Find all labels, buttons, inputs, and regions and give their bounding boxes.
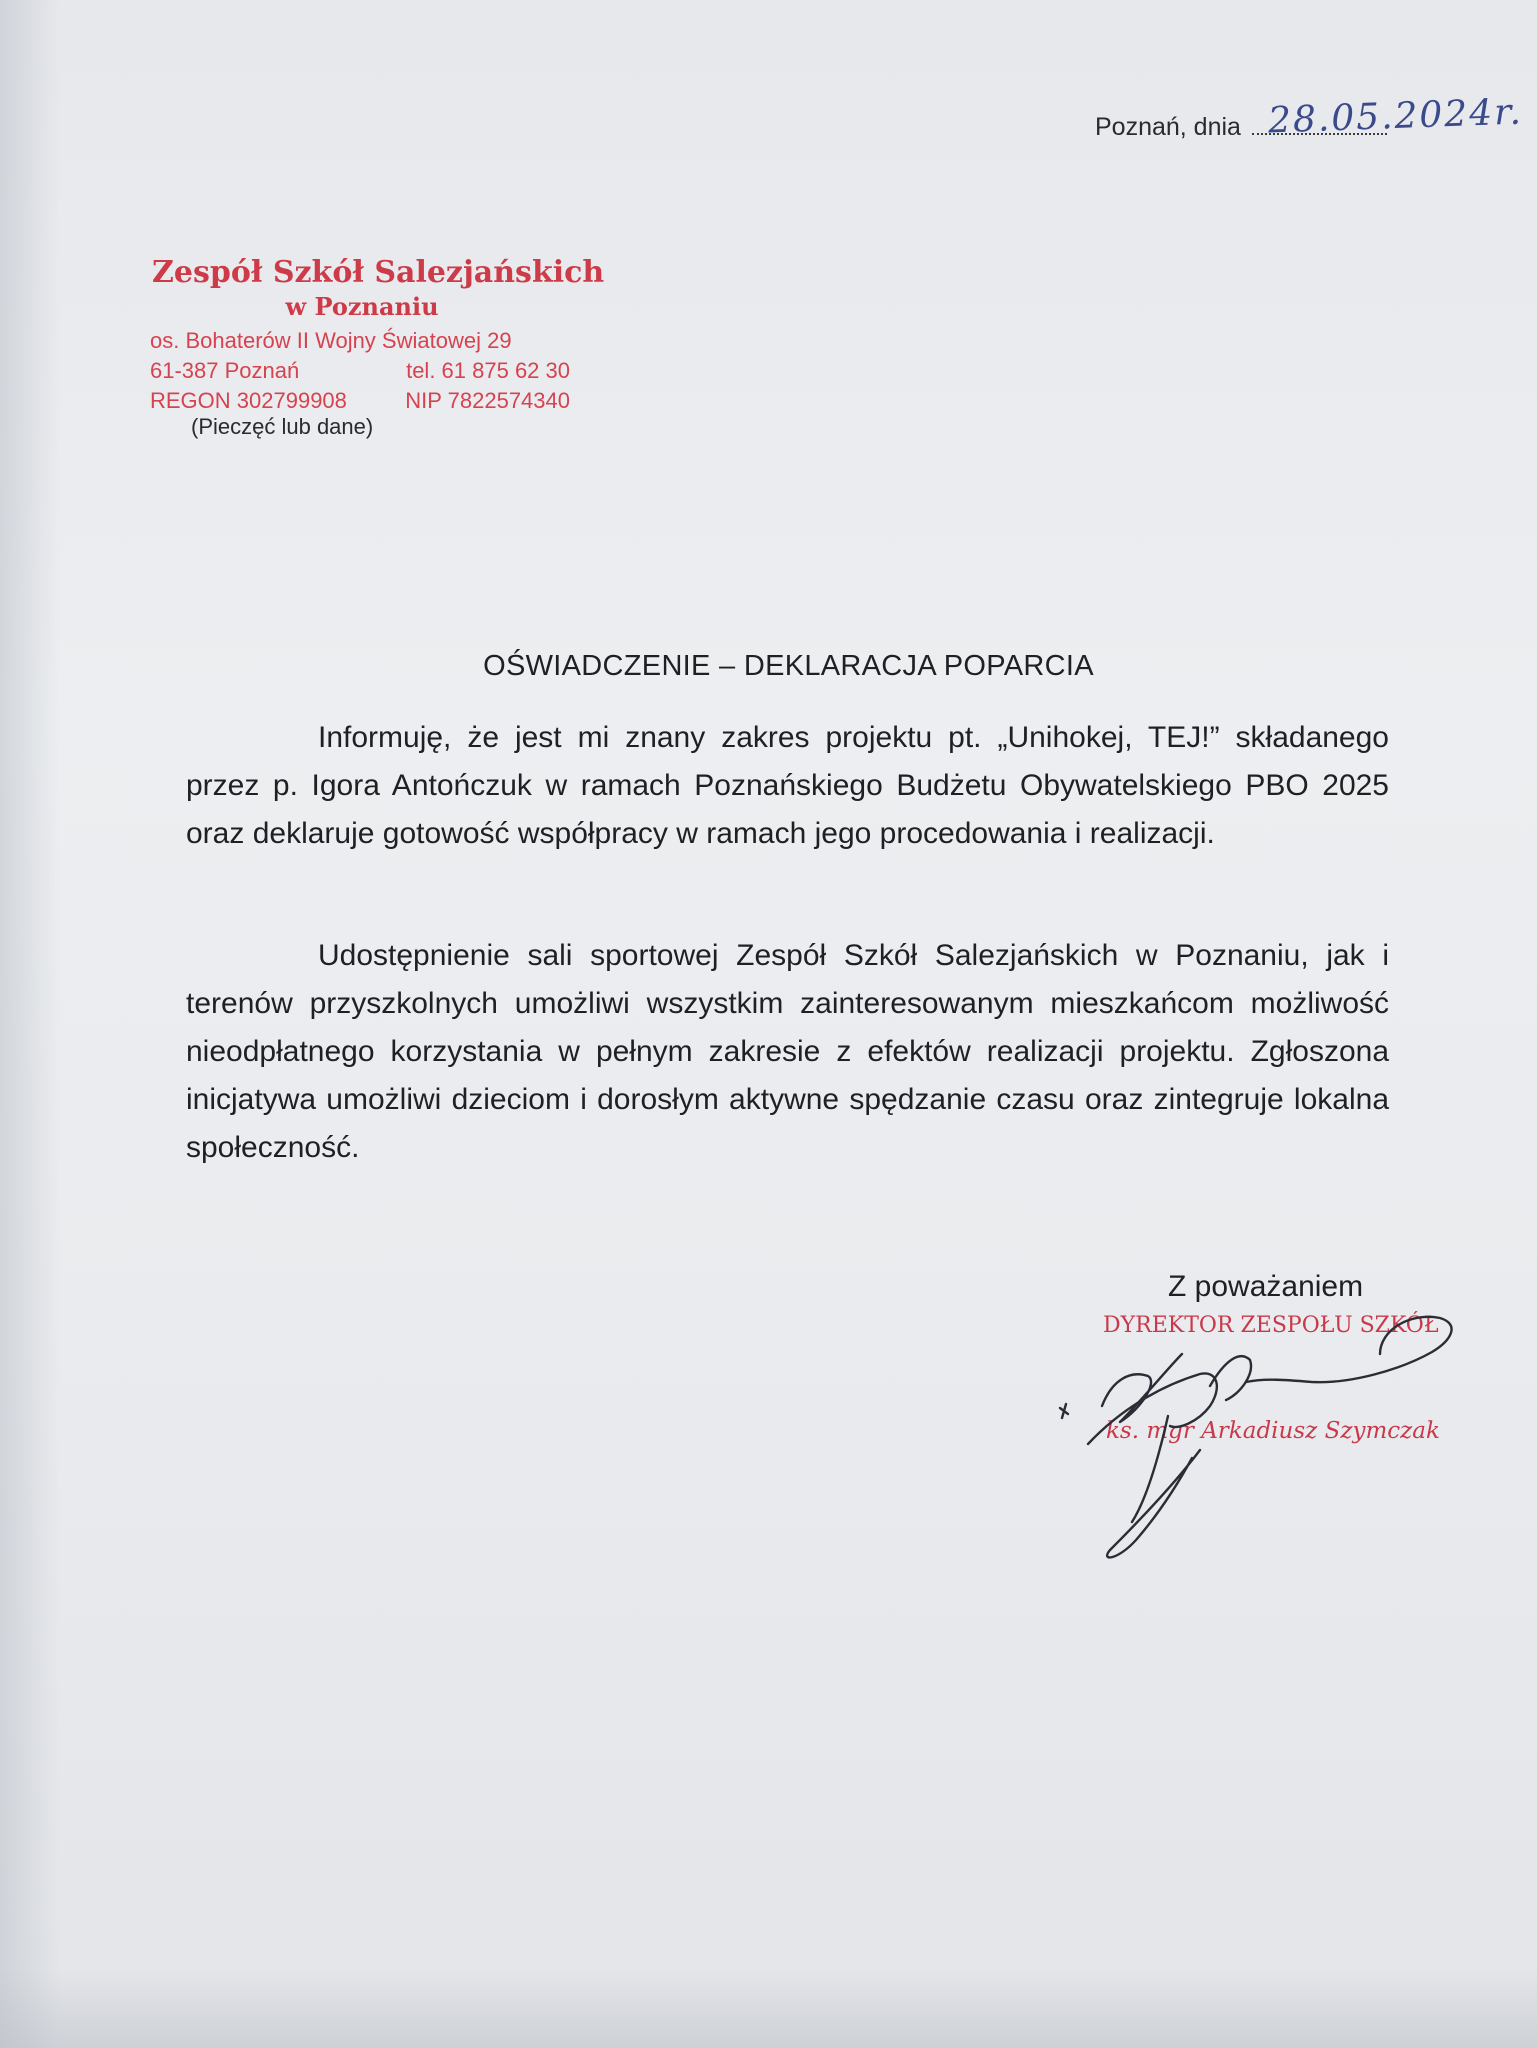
paragraph-2: Udostępnienie sali sportowej Zespół Szkół Salezjańskich w Poznaniu, jak i terenów przyszkolnych umożliwi wszystkim zainteresowanym mieszkańcom możliwość nieodpłatnego korzystania w pełnym zakresie z efektów realizacji projektu. Zgłoszona inicjatywa umożliwi dzieciom i dorosłym aktywne spędzanie czasu oraz zintegruje lokalna społeczność. <box>186 939 1389 1164</box>
closing-regards: Z poważaniem <box>1168 1270 1364 1303</box>
document-title: OŚWIADCZENIE – DEKLARACJA POPARCIA <box>483 650 1094 682</box>
director-title-stamp: DYREKTOR ZESPOŁU SZKÓŁ <box>1103 1313 1439 1338</box>
handwritten-signature <box>1050 1290 1500 1580</box>
stamp-address <box>150 328 570 354</box>
stamp-nip: NIP 7822574340 <box>405 388 570 413</box>
stamp-regon-nip <box>150 388 570 414</box>
stamp-regon: REGON 302799908 <box>150 388 347 413</box>
paper-shadow-left <box>0 0 60 2048</box>
paper-shadow-bottom <box>0 1968 1537 2048</box>
stamp-phone: tel. 61 875 62 30 <box>406 358 570 383</box>
place-date-label: Poznań, dnia <box>1095 113 1241 141</box>
paragraph-1: Informuję, że jest mi znany zakres projektu pt. „Unihokej, TEJ!” składanego przez p. Igora Antończuk w ramach Poznańskiego Budżetu Obywatelskiego PBO 2025 oraz deklaruje gotowość współpracy w ramach jego procedowania i realizacji. <box>186 721 1389 850</box>
stamp-city: w Poznaniu <box>285 292 439 321</box>
handwritten-date: 28.05.2024r. <box>1267 91 1524 142</box>
stamp-postal: 61-387 Poznań <box>150 358 300 383</box>
director-name-stamp: ks. mgr Arkadiusz Szymczak <box>1106 1418 1440 1444</box>
stamp-address-text: os. Bohaterów II Wojny Światowej 29 <box>150 328 512 353</box>
stamp-institution: Zespół Szkół Salezjańskich <box>152 255 605 290</box>
stamp-postal-phone <box>150 358 570 384</box>
stamp-caption: (Pieczęć lub dane) <box>191 414 374 439</box>
